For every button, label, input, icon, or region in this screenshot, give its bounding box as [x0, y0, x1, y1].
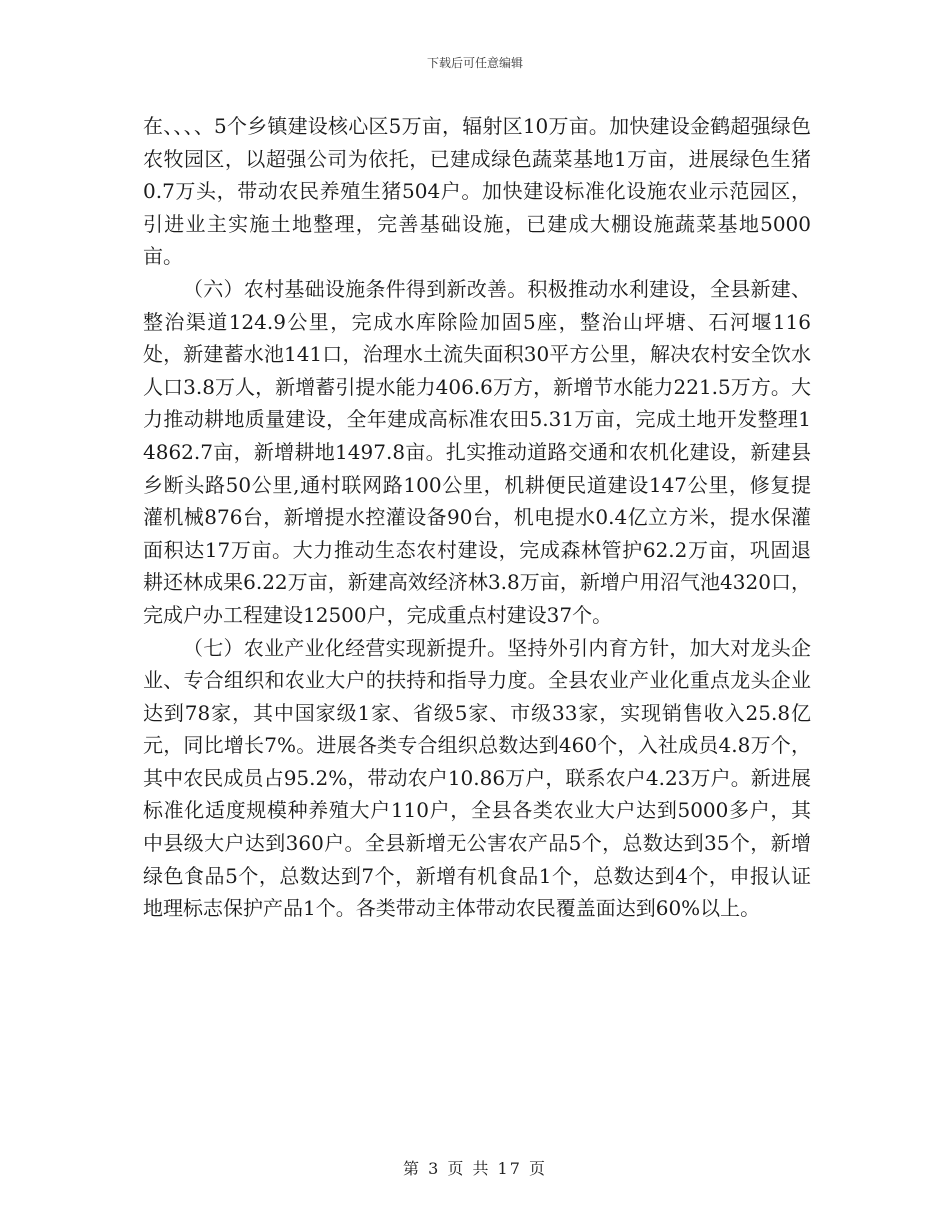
paragraph-1: 在、、、、5个乡镇建设核心区5万亩，辐射区10万亩。加快建设金鹤超强绿色农牧园区，以超强公司为依托，已建成绿色蔬菜基地1万亩，进展绿色生猪0.7万头，带动农民养殖生猪504户。加快建设标准化设施农业示范园区，引进业主实施土地整理，完善基础设施，已建成大棚设施蔬菜基地5000亩。	[143, 114, 811, 269]
paragraph-3: （七）农业产业化经营实现新提升。坚持外引内育方针，加大对龙头企业、专合组织和农业大户的扶持和指导力度。全县农业产业化重点龙头企业达到78家，其中国家级1家、省级5家、市级33家，实现销售收入25.8亿元，同比增长7%。进展各类专合组织总数达到460个，入社成员4.8万个，其中农民成员占95.2%，带动农户10.86万户，联系农户4.23万户。新进展标准化适度规模种养殖大户110户，全县各类农业大户达到5000多户，其中县级大户达到360户。全县新增无公害农产品5个，总数达到35个，新增绿色食品5个，总数达到7个，新增有机食品1个，总数达到4个，申报认证地理标志保护产品1个。各类带动主体带动农民覆盖面达到60%以上。	[143, 635, 811, 921]
page-number: 第 3 页 共 17 页	[403, 1159, 547, 1178]
paragraph-2: （六）农村基础设施条件得到新改善。积极推动水利建设，全县新建、整治渠道124.9公里，完成水库除险加固5座，整治山坪塘、石河堰116处，新建蓄水池141口，治理水土流失面积30平方公里，解决农村安全饮水人口3.8万人，新增蓄引提水能力406.6万方，新增节水能力221.5万方。大力推动耕地质量建设，全年建成高标准农田5.31万亩，完成土地开发整理14862.7亩，新增耕地1497.8亩。扎实推动道路交通和农机化建设，新建县乡断头路50公里,通村联网路100公里，机耕便民道建设147公里，修复提灌机械876台，新增提水控灌设备90台，机电提水0.4亿立方米，提水保灌面积达17万亩。大力推动生态农村建设，完成森林管护62.2万亩，巩固退耕还林成果6.22万亩，新建高效经济林3.8万亩，新增户用沼气池4320口，完成户办工程建设12500户，完成重点村建设37个。	[143, 276, 811, 627]
page-header	[0, 54, 950, 71]
page-footer	[0, 1156, 950, 1179]
header-note: 下载后可任意编辑	[426, 56, 523, 70]
document-body	[143, 110, 811, 925]
